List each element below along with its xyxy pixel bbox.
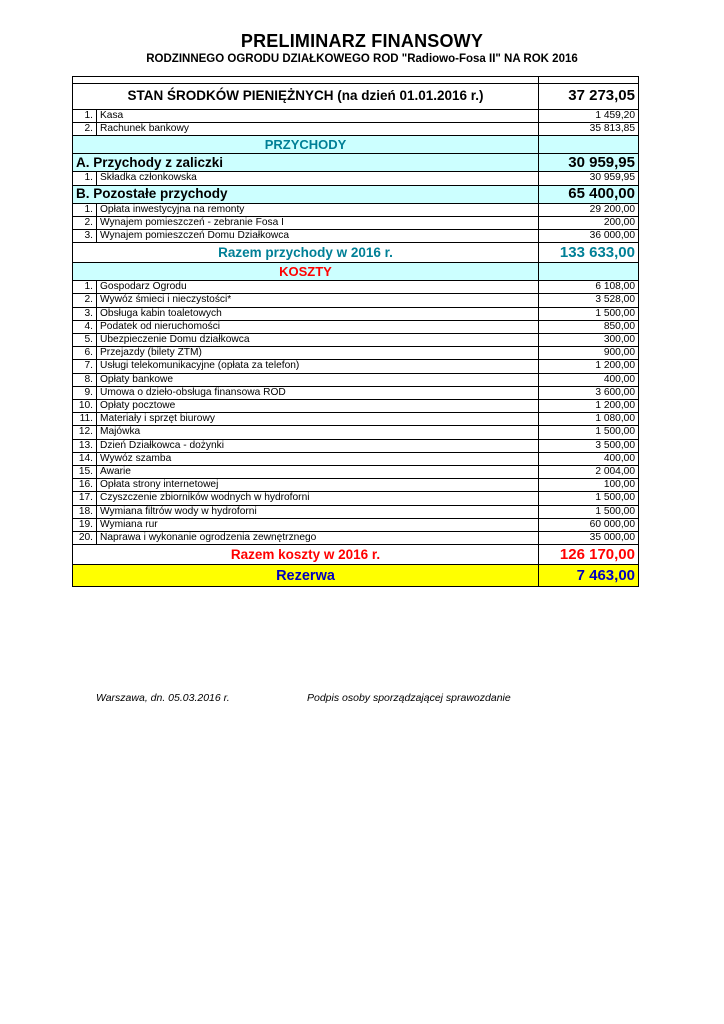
row-number: 2.: [73, 123, 97, 136]
group-a-row: [73, 154, 639, 172]
row-number: 2.: [73, 294, 97, 307]
group-b-row: [73, 185, 639, 203]
row-number: 1.: [73, 110, 97, 123]
row-amount: 3 600,00: [539, 386, 639, 399]
row-amount: 1 500,00: [539, 492, 639, 505]
row-label: Przejazdy (bilety ZTM): [97, 347, 539, 360]
row-number: 15.: [73, 466, 97, 479]
group-b-label: B. Pozostałe przychody: [73, 185, 539, 203]
row-label: Opłaty pocztowe: [97, 400, 539, 413]
row-label: Opłata inwestycyjna na remonty: [97, 203, 539, 216]
row-amount: 1 500,00: [539, 307, 639, 320]
row-number: 17.: [73, 492, 97, 505]
table-top-spacer: [73, 77, 639, 84]
group-a-label: A. Przychody z zaliczki: [73, 154, 539, 172]
table-row: [73, 400, 639, 413]
row-label: Umowa o dzieło-obsługa finansowa ROD: [97, 386, 539, 399]
koszty-section-label: KOSZTY: [73, 263, 539, 281]
table-row: [73, 492, 639, 505]
row-amount: 29 200,00: [539, 203, 639, 216]
row-amount: 35 813,85: [539, 123, 639, 136]
row-number: 13.: [73, 439, 97, 452]
row-number: 5.: [73, 334, 97, 347]
row-label: Kasa: [97, 110, 539, 123]
row-label: Opłaty bankowe: [97, 373, 539, 386]
table-row: [73, 386, 639, 399]
row-number: 8.: [73, 373, 97, 386]
row-label: Wynajem pomieszczeń Domu Działkowca: [97, 230, 539, 243]
stan-row: [73, 84, 639, 110]
przychody-total-label: Razem przychody w 2016 r.: [73, 243, 539, 263]
row-amount: 3 528,00: [539, 294, 639, 307]
row-amount: 60 000,00: [539, 518, 639, 531]
row-number: 11.: [73, 413, 97, 426]
row-label: Ubezpieczenie Domu działkowca: [97, 334, 539, 347]
row-amount: 1 500,00: [539, 426, 639, 439]
row-number: 20.: [73, 532, 97, 545]
table-row: [73, 347, 639, 360]
table-row: [73, 307, 639, 320]
row-amount: 36 000,00: [539, 230, 639, 243]
group-b-amount: 65 400,00: [539, 185, 639, 203]
row-amount: 35 000,00: [539, 532, 639, 545]
row-amount: 1 200,00: [539, 360, 639, 373]
row-label: Opłata strony internetowej: [97, 479, 539, 492]
row-label: Podatek od nieruchomości: [97, 320, 539, 333]
row-label: Materiały i sprzęt biurowy: [97, 413, 539, 426]
budget-table: [72, 76, 639, 587]
row-amount: 850,00: [539, 320, 639, 333]
row-number: 12.: [73, 426, 97, 439]
stan-label: STAN ŚRODKÓW PIENIĘŻNYCH (na dzień 01.01.2016 r.): [73, 84, 539, 110]
row-amount: 2 004,00: [539, 466, 639, 479]
row-amount: 1 200,00: [539, 400, 639, 413]
przychody-section-label: PRZYCHODY: [73, 136, 539, 154]
rezerwa-row: [73, 565, 639, 587]
row-number: 14.: [73, 452, 97, 465]
table-row: [73, 230, 639, 243]
row-label: Dzień Działkowca - dożynki: [97, 439, 539, 452]
table-row: [73, 216, 639, 229]
koszty-section-empty: [539, 263, 639, 281]
table-row: [73, 518, 639, 531]
row-label: Wymiana filtrów wody w hydroforni: [97, 505, 539, 518]
row-label: Czyszczenie zbiorników wodnych w hydroforni: [97, 492, 539, 505]
table-row: [73, 360, 639, 373]
stan-amount: 37 273,05: [539, 84, 639, 110]
przychody-section-header: [73, 136, 639, 154]
row-number: 2.: [73, 216, 97, 229]
przychody-section-empty: [539, 136, 639, 154]
row-number: 16.: [73, 479, 97, 492]
table-row: [73, 373, 639, 386]
table-row: [73, 479, 639, 492]
row-amount: 6 108,00: [539, 281, 639, 294]
row-number: 19.: [73, 518, 97, 531]
koszty-total-row: [73, 545, 639, 565]
row-amount: 1 500,00: [539, 505, 639, 518]
rezerwa-label: Rezerwa: [73, 565, 539, 587]
row-number: 6.: [73, 347, 97, 360]
row-number: 3.: [73, 230, 97, 243]
table-row: [73, 452, 639, 465]
row-number: 4.: [73, 320, 97, 333]
koszty-total-amount: 126 170,00: [539, 545, 639, 565]
row-label: Usługi telekomunikacyjne (opłata za telefon): [97, 360, 539, 373]
table-row: [73, 413, 639, 426]
table-row: [73, 123, 639, 136]
table-row: [73, 439, 639, 452]
row-number: 1.: [73, 203, 97, 216]
table-row: [73, 203, 639, 216]
row-label: Wywóz śmieci i nieczystości*: [97, 294, 539, 307]
row-label: Składka członkowska: [97, 172, 539, 185]
row-label: Naprawa i wykonanie ogrodzenia zewnętrznego: [97, 532, 539, 545]
row-amount: 1 080,00: [539, 413, 639, 426]
row-amount: 30 959,95: [539, 172, 639, 185]
table-row: [73, 294, 639, 307]
rezerwa-amount: 7 463,00: [539, 565, 639, 587]
table-row: [73, 172, 639, 185]
table-row: [73, 426, 639, 439]
footer-place-date: Warszawa, dn. 05.03.2016 r.: [96, 692, 230, 704]
row-amount: 100,00: [539, 479, 639, 492]
row-number: 3.: [73, 307, 97, 320]
table-row: [73, 466, 639, 479]
row-label: Wymiana rur: [97, 518, 539, 531]
document-subtitle: RODZINNEGO OGRODU DZIAŁKOWEGO ROD "Radiowo-Fosa II" NA ROK 2016: [146, 53, 578, 65]
group-a-amount: 30 959,95: [539, 154, 639, 172]
row-amount: 1 459,20: [539, 110, 639, 123]
row-label: Wywóz szamba: [97, 452, 539, 465]
row-number: 1.: [73, 172, 97, 185]
koszty-section-header: [73, 263, 639, 281]
row-amount: 200,00: [539, 216, 639, 229]
table-row: [73, 334, 639, 347]
table-row: [73, 110, 639, 123]
table-row: [73, 281, 639, 294]
row-amount: 400,00: [539, 373, 639, 386]
row-number: 18.: [73, 505, 97, 518]
row-amount: 400,00: [539, 452, 639, 465]
row-amount: 300,00: [539, 334, 639, 347]
row-number: 7.: [73, 360, 97, 373]
przychody-total-row: [73, 243, 639, 263]
koszty-total-label: Razem koszty w 2016 r.: [73, 545, 539, 565]
row-number: 9.: [73, 386, 97, 399]
table-row: [73, 505, 639, 518]
przychody-total-amount: 133 633,00: [539, 243, 639, 263]
row-label: Wynajem pomieszczeń - zebranie Fosa I: [97, 216, 539, 229]
row-number: 10.: [73, 400, 97, 413]
row-amount: 900,00: [539, 347, 639, 360]
footer-signature: Podpis osoby sporządzającej sprawozdanie: [307, 692, 511, 704]
row-amount: 3 500,00: [539, 439, 639, 452]
table-row: [73, 320, 639, 333]
row-label: Awarie: [97, 466, 539, 479]
row-label: Rachunek bankowy: [97, 123, 539, 136]
row-number: 1.: [73, 281, 97, 294]
document-title: PRELIMINARZ FINANSOWY: [240, 31, 484, 51]
row-label: Obsługa kabin toaletowych: [97, 307, 539, 320]
row-label: Gospodarz Ogrodu: [97, 281, 539, 294]
row-label: Majówka: [97, 426, 539, 439]
table-row: [73, 532, 639, 545]
